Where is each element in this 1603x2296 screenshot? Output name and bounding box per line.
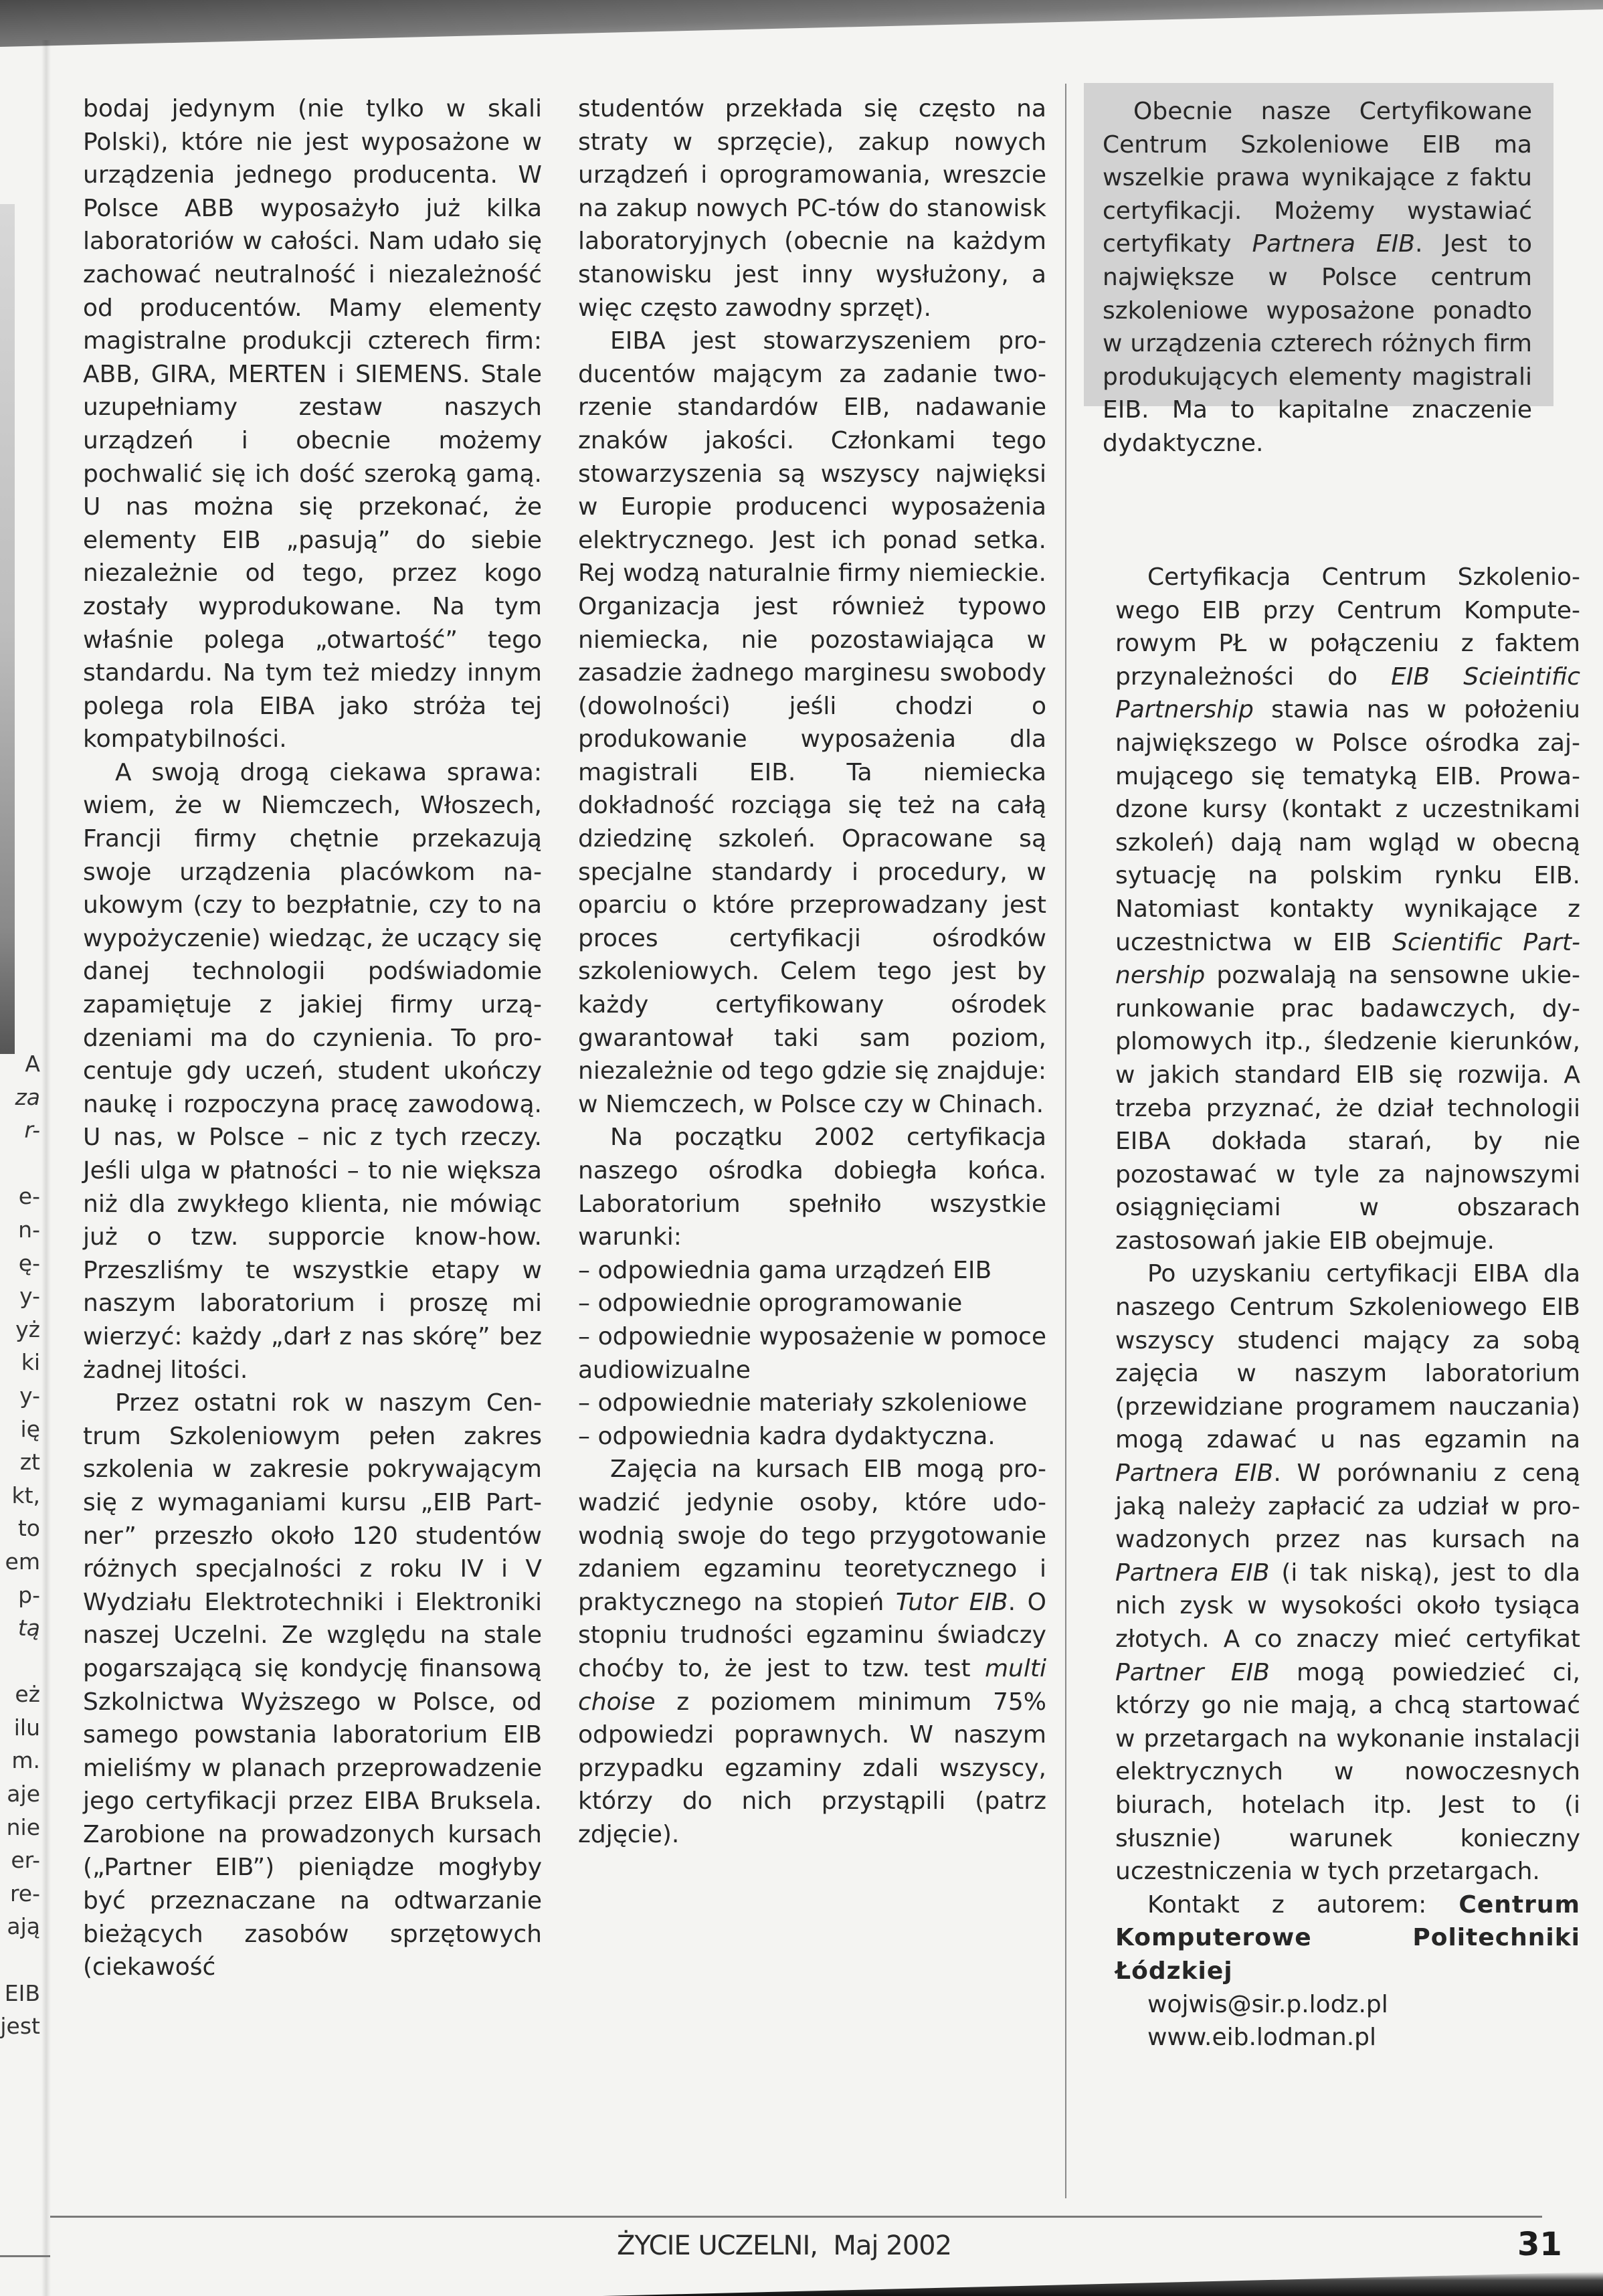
paragraph xyxy=(1115,1257,1580,1888)
fragment: r- xyxy=(24,1117,40,1144)
callout-paragraph xyxy=(1103,95,1532,460)
text-run: pozwalają na sensowne ukierunkowanie prac badawczych, dyplomowych itp., śledzenie kierunków, w jakich standard EIB się rozwija. A trzeba przyznać, że dział technologii EIBA dokłada starań, by nie pozostawać w tyle za najnowszymi osiągnięciami w obszarach zastosowań jakie EIB obejmuje. xyxy=(1115,962,1580,1255)
left-page-photo-edge xyxy=(0,204,15,1054)
paragraph: studentów przekłada się często na straty w sprzęcie), zakup nowych urządzeń i oprogramowania, wreszcie na zakup nowych PC-tów do stanowisk laboratoryjnych (obecnie na każdym stanowisku jest inny wysłużony, a więc często zawodny sprzęt). xyxy=(578,95,1046,322)
fragment: zt xyxy=(19,1449,40,1476)
column-divider xyxy=(1065,84,1066,2198)
fragment: tą xyxy=(17,1615,40,1642)
fragment: nie xyxy=(6,1814,40,1840)
requirement-list-item: – odpowiednie wyposażenie w pomoce audiowizualne xyxy=(578,1322,1046,1384)
italic-term: multi choise xyxy=(578,1654,1046,1716)
paragraph: Przez ostatni rok w naszym Centrum Szkoleniowym pełen zakres szkolenia w zakresie pokrywającym się z wymaganiami kursu „EIB Partner” przeszło około 120 studentów różnych specjalności z roku IV i V Wydziału Elektrotechniki i Elektroniki naszej Uczelni. Ze względu na stale pogarszającą się kondycję finansową Szkolnictwa Wyższego w Polsce, od samego powstania laboratorium EIB mieliśmy w planach przeprowadzenie jego certyfikacji przez EIBA Bruksela. Zarobione na prowadzonych kursach („Partner EIB”) pieniądze mogłyby być przeznaczane na odtwarzanie bieżących zasobów sprzętowych (ciekawość xyxy=(83,1389,542,1981)
fragment: e- xyxy=(18,1183,40,1210)
text-run: Zajęcia na kursach EIB mogą prowadzić jedynie osoby, które udowodnią swoje do tego przygotowanie zdaniem egzaminu teoretycznego i praktycznego na stopień xyxy=(578,1455,1046,1616)
fragment: er- xyxy=(11,1847,40,1874)
italic-term: EIB Scieintific Partnership xyxy=(1115,663,1580,724)
website-link[interactable]: www.eib.lodman.pl xyxy=(1147,2024,1377,2052)
paragraph xyxy=(578,1453,1046,1851)
fragment: aje xyxy=(7,1781,40,1807)
top-photo-strip xyxy=(0,0,1603,47)
scan-bottom-shadow xyxy=(602,2272,1603,2296)
fragment: za xyxy=(15,1083,40,1110)
fragment: EIB xyxy=(4,1979,40,2006)
text-run: Obecnie nasze Certyfikowane Centrum Szkoleniowe EIB ma wszelkie prawa wynikające z faktu certyfikacji. Możemy wystawiać certyfikaty xyxy=(1103,98,1532,258)
italic-term: Partnera EIB xyxy=(1115,1460,1274,1488)
contact-paragraph xyxy=(1115,1888,1580,1988)
text-run: Po uzyskaniu certyfikacji EIBA dla naszego Centrum Szkoleniowego EIB wszyscy studenci mający za sobą zajęcia w naszym laboratorium (przewidziane programem nauczania) mogą zdawać u nas egzamin na xyxy=(1115,1260,1580,1454)
text-run: stawia nas w położeniu największego w Polsce ośrodka zajmującego się tematyką EIB. Prowadzone kursy (kontakt z uczestnikami szkoleń) dają nam wgląd w obecną sytuację na polskim rynku EIB. Natomiast kontakty wynikające z uczestnictwa w EIB xyxy=(1115,696,1580,956)
article-column-1 xyxy=(83,92,542,1984)
requirement-list-item: – odpowiednie materiały szkoleniowe xyxy=(578,1389,1028,1417)
left-page-text-fragments xyxy=(0,1047,40,2043)
fragment: eż xyxy=(15,1681,40,1708)
italic-term: Partner EIB xyxy=(1115,1658,1270,1686)
fragment: jest xyxy=(0,2013,40,2040)
italic-term: Tutor EIB xyxy=(895,1588,1008,1616)
article-column-2 xyxy=(578,92,1046,1851)
publication-name: ŻYCIE UCZELNI, xyxy=(617,2230,818,2261)
fragment: ę- xyxy=(18,1249,40,1276)
text-run: mogą powiedzieć ci, którzy go nie mają, a chcą startować w przetargach na wykonanie instalacji elektrycznych w nowoczesnych biurach, hotelach itp. Jest to (i słusznie) warunek konieczny uczestniczenia w tych przetargach. xyxy=(1115,1658,1580,1886)
text-run: Certyfikacja Centrum Szkoleniowego EIB przy Centrum Komputerowym PŁ w połączeniu z faktem przynależności do xyxy=(1115,563,1580,691)
contact-organization: Centrum Komputerowe Politechniki Łódzkiej xyxy=(1115,1890,1580,1985)
fragment: ilu xyxy=(13,1714,40,1741)
fragment: yż xyxy=(15,1316,40,1342)
italic-term: Scientific Partnership xyxy=(1115,928,1580,990)
fragment: em xyxy=(5,1548,40,1575)
text-run: . O stopniu trudności egzaminu świadczy choćby to, że jest to tzw. test xyxy=(578,1588,1047,1682)
fragment: ki xyxy=(21,1349,40,1376)
article-column-3 xyxy=(1115,561,1580,2054)
fragment: to xyxy=(17,1515,40,1542)
fragment: re- xyxy=(9,1880,40,1907)
paragraph: A swoją drogą ciekawa sprawa: wiem, że w Niemczech, Włoszech, Francji firmy chętnie przekazują swoje urządzenia placówkom naukowym (czy to bezpłatnie, czy to na wypożyczenie) wiedząc, że uczący się danej technologii podświadomie zapamiętuje z jakiej firmy urządzeniami ma do czynienia. To procentuje gdy uczeń, student ukończy naukę i rozpoczyna pracę zawodową. U nas, w Polsce – nic z tych rzeczy. Jeśli ulga w płatności – to nie większa niż dla zwykłego klienta, nie mówiąc już o tzw. supporcie know-how. Przeszliśmy te wszystkie etapy w naszym laboratorium i proszę mi wierzyć: każdy „darł z nas skórę” bez żadnej litości. xyxy=(83,758,542,1384)
page-number: 31 xyxy=(1517,2226,1562,2263)
text-run: . W porównaniu z ceną jaką należy zapłacić za udział w prowadzonych przez nas kursach na xyxy=(1115,1460,1581,1554)
callout-box xyxy=(1084,83,1553,457)
paragraph xyxy=(1115,561,1580,1257)
fragment: A xyxy=(25,1051,40,1077)
requirement-list-item: – odpowiednie oprogramowanie xyxy=(578,1290,963,1318)
paragraph: bodaj jedynym (nie tylko w skali Polski), które nie jest wyposażone w urządzenia jednego producenta. W Polsce ABB wyposażyło już kilka laboratoriów w całości. Nam udało się zachować neutralność i niezależność od producentów. Mamy elementy magistralne produkcji czterech firm: ABB, GIRA, MERTEN i SIEMENS. Stale uzupełniamy zestaw naszych urządzeń i obecnie możemy pochwalić się ich dość szeroką gamą. U nas można się przekonać, że elementy EIB „pasują” do siebie niezależnie od tego, przez kogo zostały wyprodukowane. Na tym właśnie polega „otwartość” tego standardu. Na tym też miedzy innym polega rola EIBA jako stróża tej kompatybilności. xyxy=(83,95,542,754)
fragment: y- xyxy=(19,1382,40,1409)
footer-rule xyxy=(50,2216,1542,2218)
footer-publication xyxy=(617,2230,951,2261)
fragment: p- xyxy=(18,1581,40,1608)
italic-term: Partnera EIB xyxy=(1115,1559,1270,1587)
left-page-footer-rule xyxy=(0,2255,50,2257)
fragment xyxy=(0,1147,40,1180)
issue-date: Maj 2002 xyxy=(833,2230,952,2261)
fragment: n- xyxy=(18,1216,40,1243)
text-run: . Jest to największe w Polsce centrum szkoleniowe wyposażone ponadto w urządzenia czterech różnych firm produkujących elementy magistrali EIB. Ma to kapitalne znaczenie dydaktyczne. xyxy=(1103,230,1533,457)
fragment xyxy=(0,1645,40,1678)
fragment xyxy=(0,1943,40,1977)
italic-term: Partnera EIB xyxy=(1252,230,1415,258)
paragraph: Na początku 2002 certyfikacja naszego ośrodka dobiegła końca. Laboratorium spełniło wszystkie warunki: xyxy=(578,1124,1046,1251)
fragment: ają xyxy=(7,1913,40,1940)
contact-links xyxy=(1115,1988,1580,2054)
text-run: z poziomem minimum 75% odpowiedzi poprawnych. W naszym przypadku egzaminy zdali wszyscy, którzy do nich przystąpili (patrz zdjęcie). xyxy=(578,1688,1046,1848)
text-run: (i tak niską), jest to dla nich zysk w wysokości około tysiąca złotych. A co znaczy mieć certyfikat xyxy=(1115,1559,1581,1653)
fragment: ię xyxy=(20,1415,40,1442)
paragraph: EIBA jest stowarzyszeniem producentów mającym za zadanie tworzenie standardów EIB, nadawanie znaków jakości. Członkami tego stowarzyszenia są wszyscy najwięksi w Europie producenci wyposażenia elektrycznego. Jest ich ponad setka. Rej wodzą naturalnie firmy niemieckie. Organizacja jest również typowo niemiecka, nie pozostawiająca w zasadzie żadnego marginesu swobody (dowolności) jeśli chodzi o produkowanie wyposażenia dla magistrali EIB. Ta niemiecka dokładność rozciąga się też na całą dziedzinę szkoleń. Opracowane są specjalne standardy i procedury, w oparciu o które przeprowadzany jest proces certyfikacji ośrodków szkoleniowych. Celem tego jest by każdy certyfikowany ośrodek gwarantował taki sam poziom, niezależnie od tego gdzie się znajduje: w Niemczech, w Polsce czy w Chinach. xyxy=(578,327,1046,1118)
fragment: y- xyxy=(19,1283,40,1310)
requirement-list-item: – odpowiednia gama urządzeń EIB xyxy=(578,1256,992,1284)
email-link[interactable]: wojwis@sir.p.lodz.pl xyxy=(1147,1990,1388,2018)
contact-label: Kontakt z autorem: xyxy=(1147,1890,1459,1919)
page-gutter-shadow xyxy=(41,40,51,2296)
fragment: m. xyxy=(11,1747,40,1774)
requirement-list-item: – odpowiednia kadra dydaktyczna. xyxy=(578,1422,996,1450)
fragment: kt, xyxy=(11,1482,40,1508)
